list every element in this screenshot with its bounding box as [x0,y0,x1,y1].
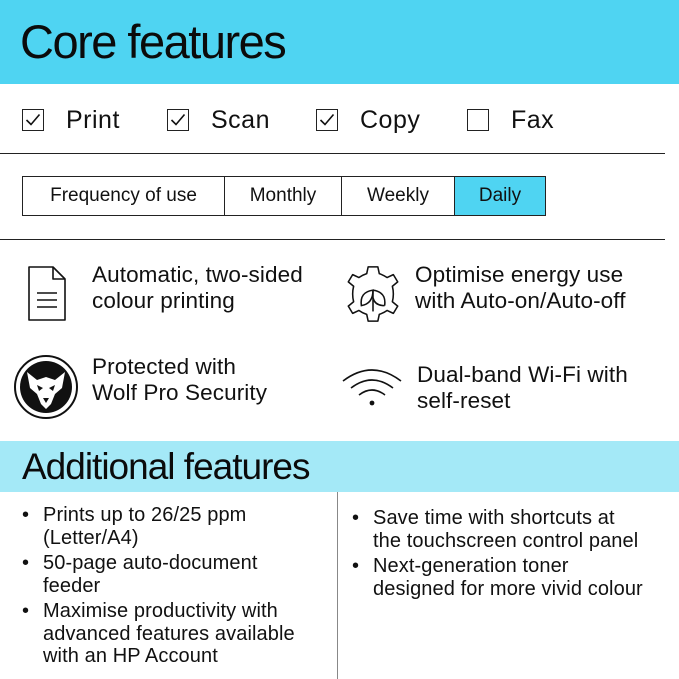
divider [0,153,665,154]
fax-checkbox [467,109,489,131]
additional-features-right-list [352,507,677,603]
copy-checkbox [316,109,338,131]
feature-two-sided-printing [16,262,303,326]
feature-energy [342,262,626,326]
function-scan [167,104,270,136]
frequency-option-monthly: Monthly [225,177,342,215]
additional-features-title: Additional features [22,446,310,487]
wifi-icon [340,362,404,412]
list-item: • Next-generation toner designed for more vivid colour [352,555,677,600]
core-features-title: Core features [20,15,286,68]
feature-text: Dual-band Wi-Fi with self-reset [417,362,628,413]
list-item: • Prints up to 26/25 ppm (Letter/A4) [22,504,332,549]
check-icon [170,113,186,127]
frequency-label: Frequency of use [23,177,225,215]
column-divider [337,492,338,679]
eco-gear-icon [342,262,404,326]
check-icon [25,113,41,127]
feature-text: Optimise energy use with Auto-on/Auto-off [415,262,626,313]
feature-wolf-security [13,354,267,420]
print-checkbox [22,109,44,131]
list-item: • Save time with shortcuts at the touchscreen control panel [352,507,677,552]
function-label: Print [66,105,120,134]
list-item: • 50-page auto-document feeder [22,552,332,597]
function-fax [467,104,554,136]
function-copy [316,104,420,136]
function-label: Scan [211,105,270,134]
core-features-header [0,0,679,84]
functions-row [0,104,679,136]
frequency-option-daily: Daily [455,177,545,215]
check-icon [319,113,335,127]
list-item: • Maximise productivity with advanced features available with an HP Account [22,600,332,668]
scan-checkbox [167,109,189,131]
feature-wifi [340,362,628,414]
function-label: Copy [360,105,421,134]
additional-features-header [0,441,679,492]
feature-text: Automatic, two-sided colour printing [92,262,303,313]
wolf-shield-icon [13,354,79,420]
function-print [22,104,120,136]
divider [0,239,665,240]
frequency-of-use-table [22,176,546,216]
function-label: Fax [511,105,555,134]
frequency-option-weekly: Weekly [342,177,455,215]
feature-text: Protected with Wolf Pro Security [92,354,268,405]
document-icon [16,262,76,326]
additional-features-left-list [22,504,332,671]
